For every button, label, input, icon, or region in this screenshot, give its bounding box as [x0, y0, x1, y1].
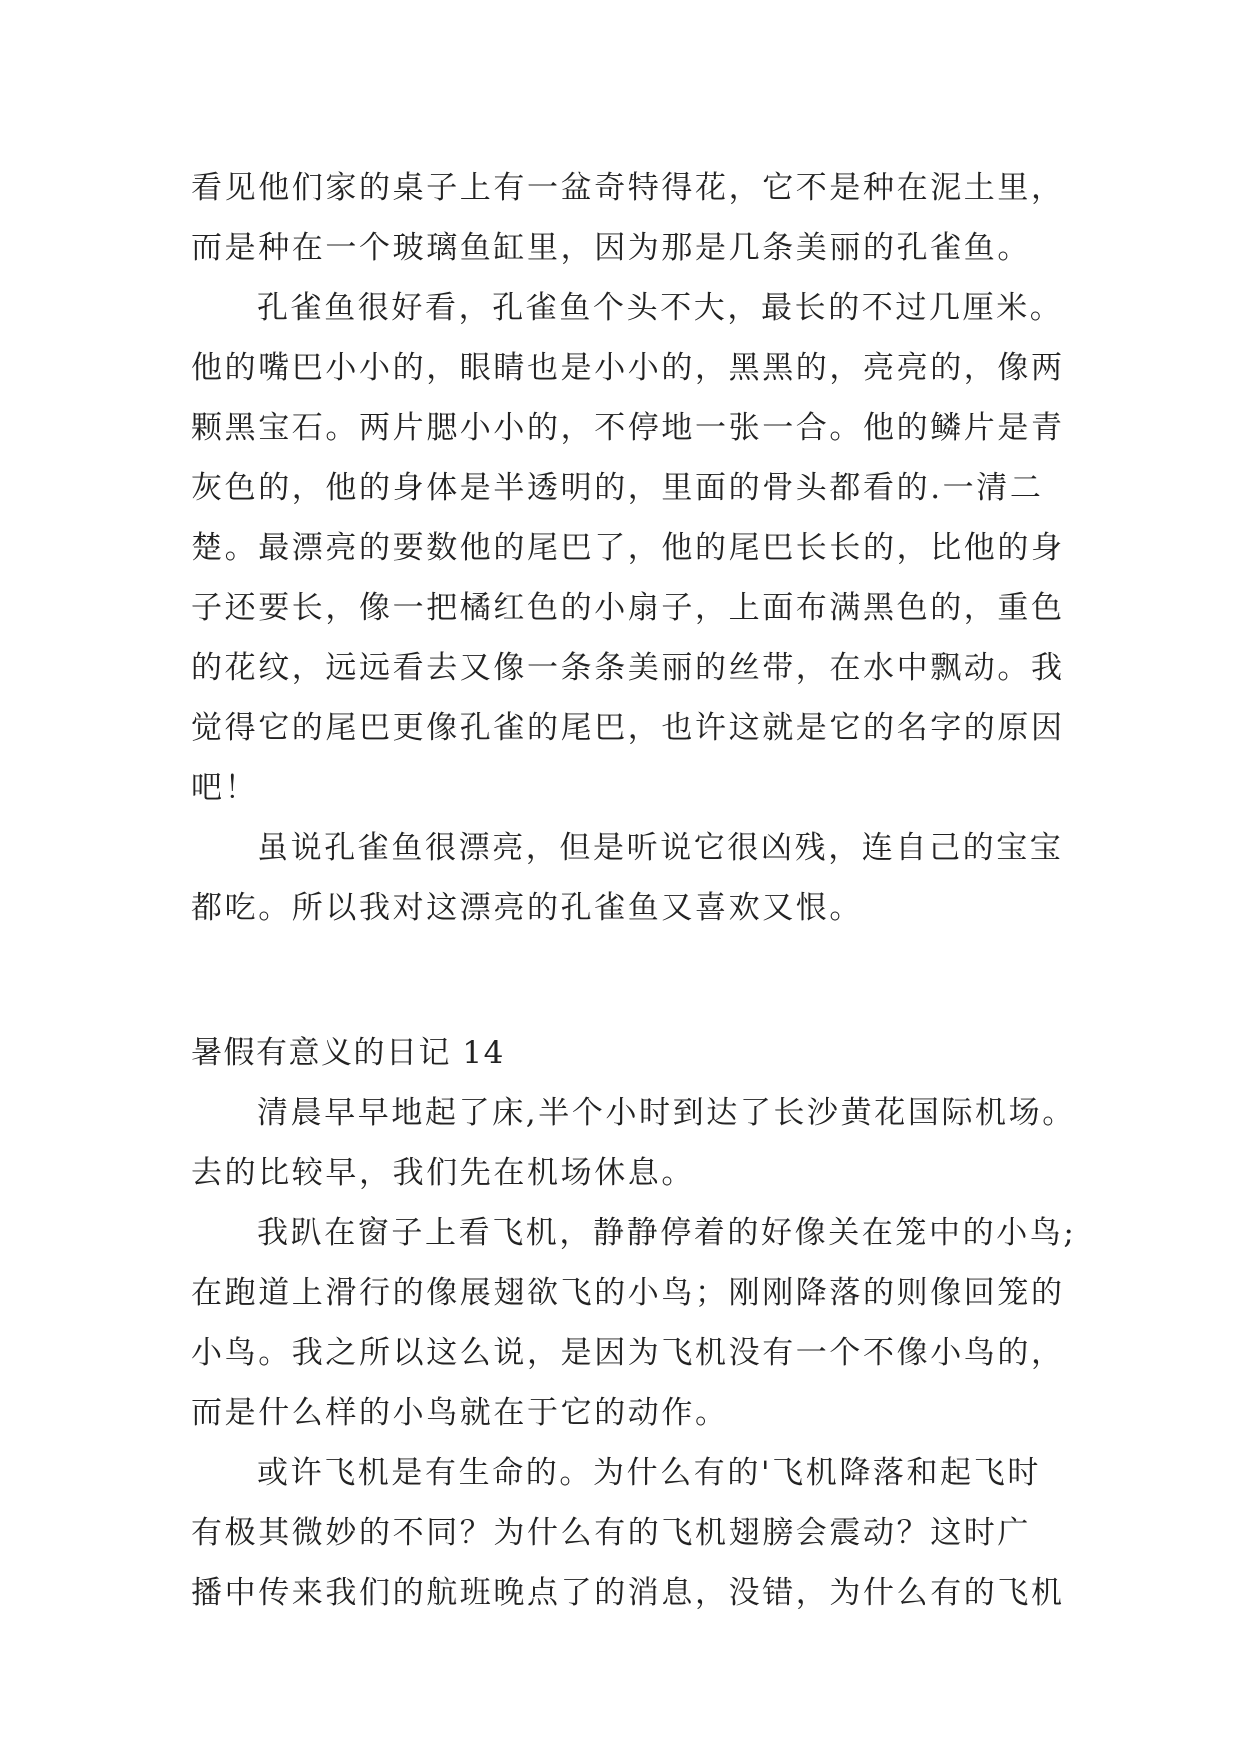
paragraph-guppy-conclusion [191, 818, 1064, 938]
text-line: 都吃。所以我对这漂亮的孔雀鱼又喜欢又恨。 [191, 890, 863, 926]
text-line: 看见他们家的桌子上有一盆奇特得花，它不是种在泥土里， [191, 170, 1065, 206]
text-line: 有极其微妙的不同？为什么有的飞机翅膀会震动？这时广 [191, 1515, 1031, 1551]
text-line: 小鸟。我之所以这么说，是因为飞机没有一个不像小鸟的， [191, 1335, 1065, 1371]
text-line: 播中传来我们的航班晚点了的消息，没错，为什么有的飞机 [191, 1575, 1065, 1611]
text-line: 楚。最漂亮的要数他的尾巴了，他的尾巴长长的，比他的身 [191, 530, 1065, 566]
text-line: 清晨早早地起了床,半个小时到达了长沙黄花国际机场。 [257, 1095, 1076, 1131]
text-line: 我趴在窗子上看飞机，静静停着的好像关在笼中的小鸟; [257, 1215, 1077, 1251]
section-gap [191, 938, 1061, 1023]
text-line: 觉得它的尾巴更像孔雀的尾巴，也许这就是它的名字的原因 [191, 710, 1065, 746]
text-line: 他的嘴巴小小的，眼睛也是小小的，黑黑的，亮亮的，像两 [191, 350, 1065, 386]
text-line: 的花纹，远远看去又像一条条美丽的丝带，在水中飘动。我 [191, 650, 1065, 686]
paragraph-planes-as-birds [191, 1203, 1077, 1443]
text-line: 去的比较早，我们先在机场休息。 [191, 1155, 695, 1191]
text-line: 在跑道上滑行的像展翅欲飞的小鸟；刚刚降落的则像回笼的 [191, 1275, 1065, 1311]
text-line: 颗黑宝石。两片腮小小的，不停地一张一合。他的鳞片是青 [191, 410, 1065, 446]
paragraph-airport-arrival [191, 1083, 1076, 1203]
text-line: 吧！ [191, 770, 259, 806]
text-line: 或许飞机是有生命的。为什么有的'飞机降落和起飞时 [257, 1455, 1041, 1491]
text-line: 孔雀鱼很好看，孔雀鱼个头不大，最长的不过几厘米。 [257, 290, 1064, 326]
paragraph-guppy-description [191, 278, 1065, 818]
text-line: 灰色的，他的身体是半透明的，里面的骨头都看的.一清二 [191, 470, 1044, 506]
text-line: 而是什么样的小鸟就在于它的动作。 [191, 1395, 729, 1431]
text-line: 虽说孔雀鱼很漂亮，但是听说它很凶残，连自己的宝宝 [257, 830, 1064, 866]
document-body [191, 158, 1077, 1623]
section-heading: 暑假有意义的日记 14 [191, 1035, 505, 1071]
paragraph-planes-alive [191, 1443, 1065, 1623]
text-line: 而是种在一个玻璃鱼缸里，因为那是几条美丽的孔雀鱼。 [191, 230, 1031, 266]
paragraph-goldfish-intro [191, 158, 1065, 278]
text-line: 子还要长，像一把橘红色的小扇子，上面布满黑色的，重色 [191, 590, 1065, 626]
